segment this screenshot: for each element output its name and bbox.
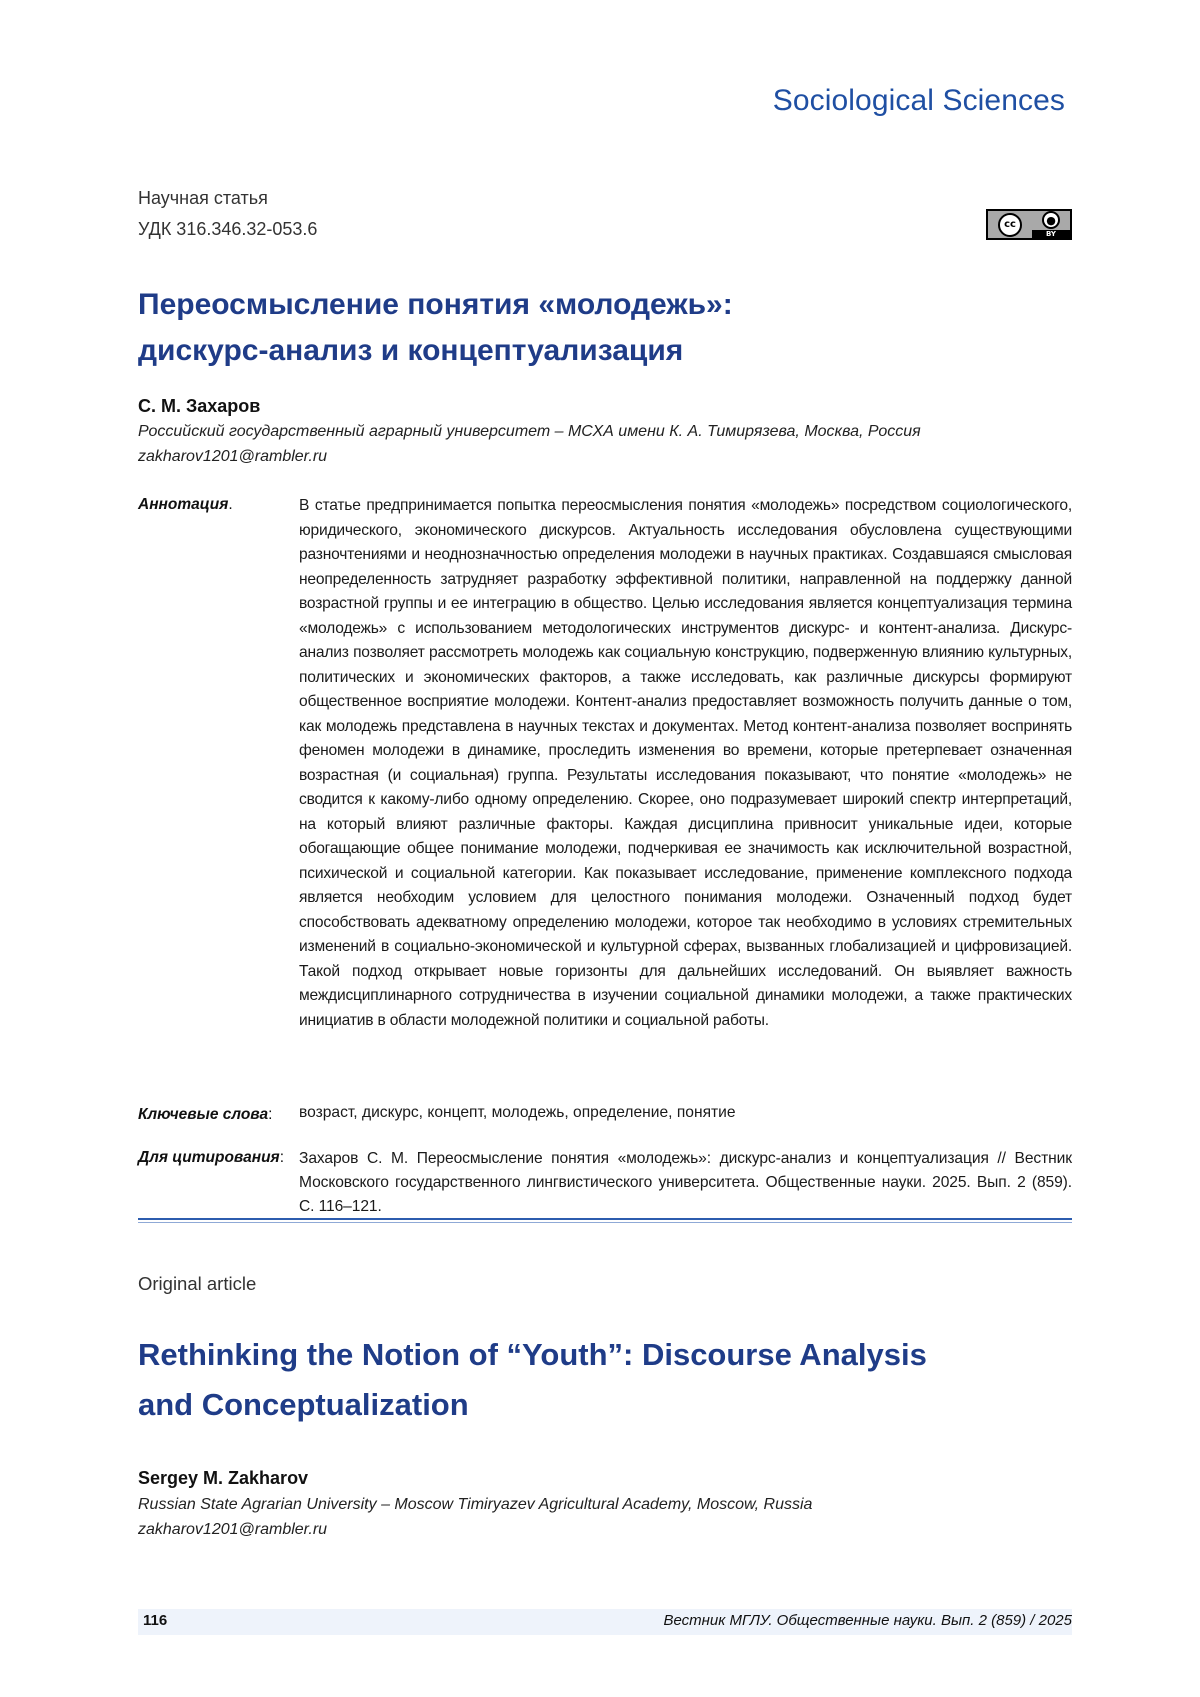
journal-reference: Вестник МГЛУ. Общественные науки. Вып. 2 (859) / 2025 xyxy=(663,1612,1072,1629)
section-title: Sociological Sciences xyxy=(772,84,1065,117)
cc-icon: cc xyxy=(998,213,1022,237)
divider-rule xyxy=(138,1218,1072,1220)
email-ru[interactable]: zakharov1201@rambler.ru xyxy=(138,448,328,465)
affiliation-ru: Российский государственный аграрный университет – МСХА имени К. А. Тимирязева, Москва, Россия xyxy=(138,423,921,440)
citation-label: Для цитирования: xyxy=(138,1149,284,1166)
page-number: 116 xyxy=(143,1612,168,1629)
title-ru-line2: дискурс-анализ и концептуализация xyxy=(138,334,684,367)
by-label: BY xyxy=(1032,230,1070,238)
title-en-line2: and Conceptualization xyxy=(138,1387,469,1422)
title-ru-line1: Переосмысление понятия «молодежь»: xyxy=(138,288,733,321)
abstract-label: Аннотация. xyxy=(138,496,233,513)
citation-text: Захаров С. М. Переосмысление понятия «молодежь»: дискурс-анализ и концептуализация // Вестник Московского государственного лингвистического университета. Общественные науки. 2025. Вып. 2 (859). С. 116–121. xyxy=(299,1150,1072,1215)
article-title-ru xyxy=(138,282,1058,374)
email-en[interactable]: zakharov1201@rambler.ru xyxy=(138,1521,328,1538)
udc-code: УДК 316.346.32-053.6 xyxy=(138,219,318,239)
attribution-icon: ● xyxy=(1042,211,1060,229)
affiliation-en: Russian State Agrarian University – Moscow Timiryazev Agricultural Academy, Moscow, Russia xyxy=(138,1496,813,1513)
keywords-text: возраст, дискурс, концепт, молодежь, определение, понятие xyxy=(299,1104,736,1121)
article-type: Научная статья xyxy=(138,188,268,208)
article-type-en: Original article xyxy=(138,1273,257,1294)
author-en: Sergey M. Zakharov xyxy=(138,1468,309,1488)
author-ru: С. М. Захаров xyxy=(138,396,261,416)
cc-by-license-badge[interactable] xyxy=(986,209,1072,240)
article-title-en xyxy=(138,1330,1098,1430)
divider-rule-thin xyxy=(138,1222,1072,1223)
title-en-line1: Rethinking the Notion of “Youth”: Discourse Analysis xyxy=(138,1337,927,1372)
abstract-text: В статье предпринимается попытка переосмысления понятия «молодежь» посредством социологического, юридического, экономического дискурсов. Актуальность исследования обусловлена существующими разночтениями и неоднозначностью определения молодежи в научных практиках. Создавшаяся смысловая неопределенность затрудняет разработку эффективной политики, направленной на поддержку данной возрастной группы и ее интеграцию в общество. Целью исследования является концептуализация термина «молодежь» с использованием методологических инструментов дискурс- и контент-анализа. Дискурс-анализ позволяет рассмотреть молодежь как социальную конструкцию, подверженную влиянию культурных, политических и экономических факторов, а также исследовать, как различные дискурсы формируют общественное восприятие молодежи. Контент-анализ предоставляет возможность получить данные о том, как молодежь представлена в научных текстах и документах. Метод контент-анализа позволяет воспринять феномен молодежи в динамике, проследить изменения во времени, которые претерпевает означенная возрастная (и социальная) группа. Результаты исследования показывают, что понятие «молодежь» не сводится к какому-либо одному определению. Скорее, оно подразумевает широкий спектр интерпретаций, на который влияют различные факторы. Каждая дисциплина привносит уникальные идеи, которые обогащающие общее понимание молодежи, подчеркивая ее значимость как исключительной возрастной, психической и социальной категории. Как показывает исследование, применение комплексного подхода является необходим условием для целостного понимания молодежи. Означенный подход будет способствовать адекватному определению молодежи, которое так необходимо в условиях стремительных изменений в социально-экономической и культурной сферах, вызванных глобализацией и цифровизацией. Такой подход открывает новые горизонты для дальнейших исследований. Он выявляет важность междисциплинарного сотрудничества в изучении социальной динамики молодежи, а также практических инициатив в области молодежной политики и социальной работы. xyxy=(299,497,1072,1029)
keywords-label: Ключевые слова: xyxy=(138,1106,273,1123)
